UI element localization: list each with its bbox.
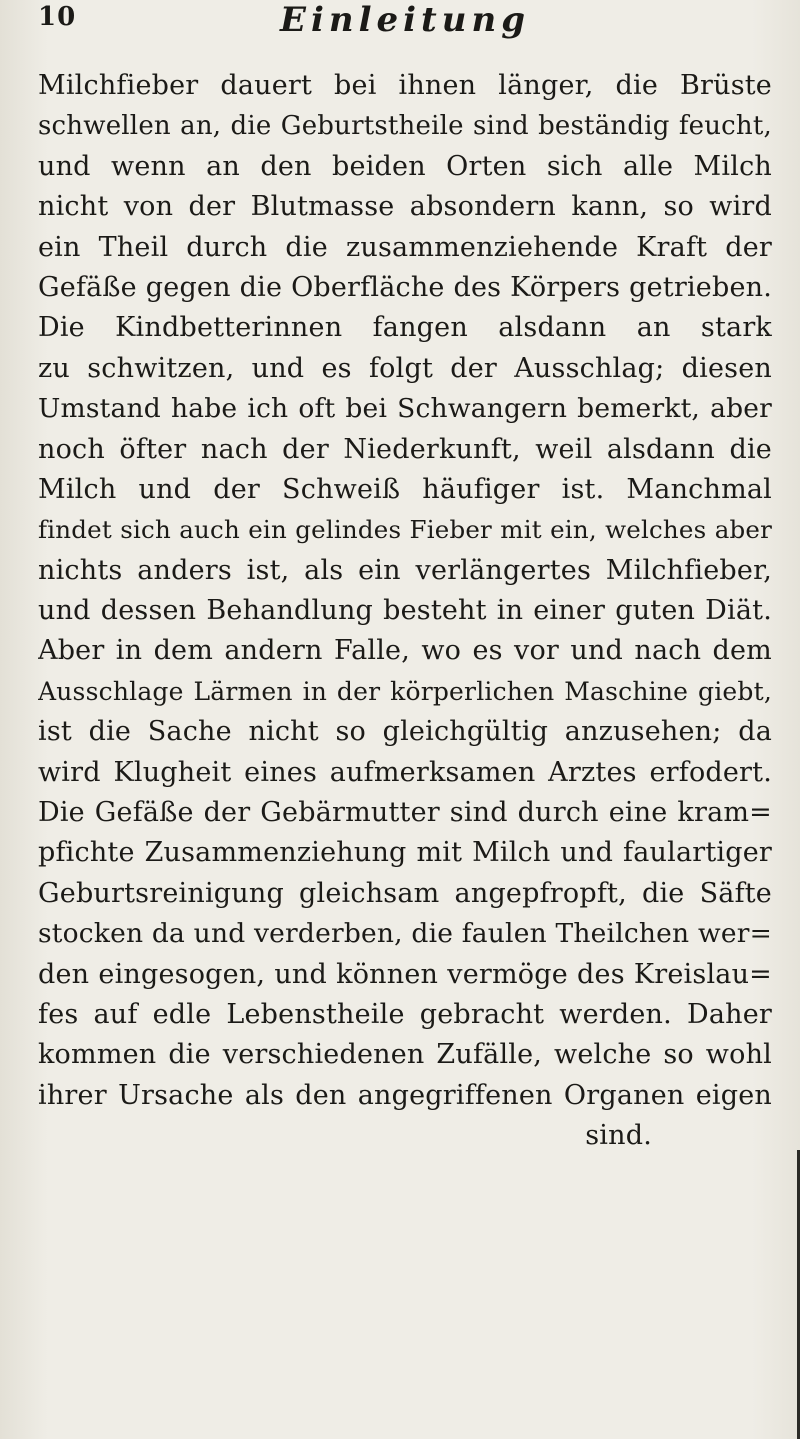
text-line: Die Gefäße der Gebärmutter sind durch eine kram= (38, 797, 772, 829)
text-line: Ausschlage Lärmen in der körperlichen Maschine giebt, (38, 676, 772, 706)
text-line: Milch und der Schweiß häufiger ist. Manchmal (38, 473, 772, 505)
text-line: nicht von der Blutmasse absondern kann, so wird (38, 191, 772, 223)
text-line: Geburtsreinigung gleichsam angepfropft, die Säfte (38, 877, 772, 909)
text-line: nichts anders ist, als ein verlängertes Milchfieber, (38, 554, 772, 586)
text-line: schwellen an, die Geburtstheile sind beständig feucht, (38, 111, 772, 142)
text-line: noch öfter nach der Niederkunft, weil alsdann die (38, 433, 772, 465)
text-line: ihrer Ursache als den angegriffenen Organen eigen (38, 1079, 772, 1111)
text-line: pfichte Zusammenziehung mit Milch und faulartiger (38, 837, 772, 869)
text-line: Die Kindbetterinnen fangen alsdann an stark (38, 312, 772, 344)
text-line: kommen die verschiedenen Zufälle, welche so wohl (38, 1039, 772, 1071)
text-line: und wenn an den beiden Orten sich alle Milch (38, 150, 772, 182)
text-line: ein Theil durch die zusammenziehende Kraft der (38, 231, 772, 263)
text-line: und dessen Behandlung besteht in einer guten Diät. (38, 595, 772, 627)
text-line: Milchfieber dauert bei ihnen länger, die Brüste (38, 70, 772, 101)
page-header (38, 0, 772, 62)
text-line: fes auf edle Lebenstheile gebracht werden. Daher (38, 998, 772, 1030)
text-line: ist die Sache nicht so gleichgültig anzusehen; da (38, 716, 772, 748)
body-text (38, 66, 772, 1157)
text-line-final: sind. (585, 1120, 652, 1152)
text-line: findet sich auch ein gelindes Fieber mit ein, welches aber (38, 515, 772, 545)
text-line: den eingesogen, und können vermöge des Kreislau= (38, 958, 772, 990)
text-line: Gefäße gegen die Oberfläche des Körpers getrieben. (38, 271, 772, 303)
text-line: Aber in dem andern Falle, wo es vor und nach dem (38, 635, 772, 667)
running-head: Einleitung (280, 0, 530, 40)
text-line: zu schwitzen, und es folgt der Ausschlag; diesen (38, 352, 772, 384)
page-number: 10 (38, 2, 77, 32)
text-line: stocken da und verderben, die faulen Theilchen wer= (38, 918, 772, 950)
text-line: wird Klugheit eines aufmerksamen Arztes erfodert. (38, 756, 772, 788)
text-line: Umstand habe ich oft bei Schwangern bemerkt, aber (38, 393, 772, 425)
